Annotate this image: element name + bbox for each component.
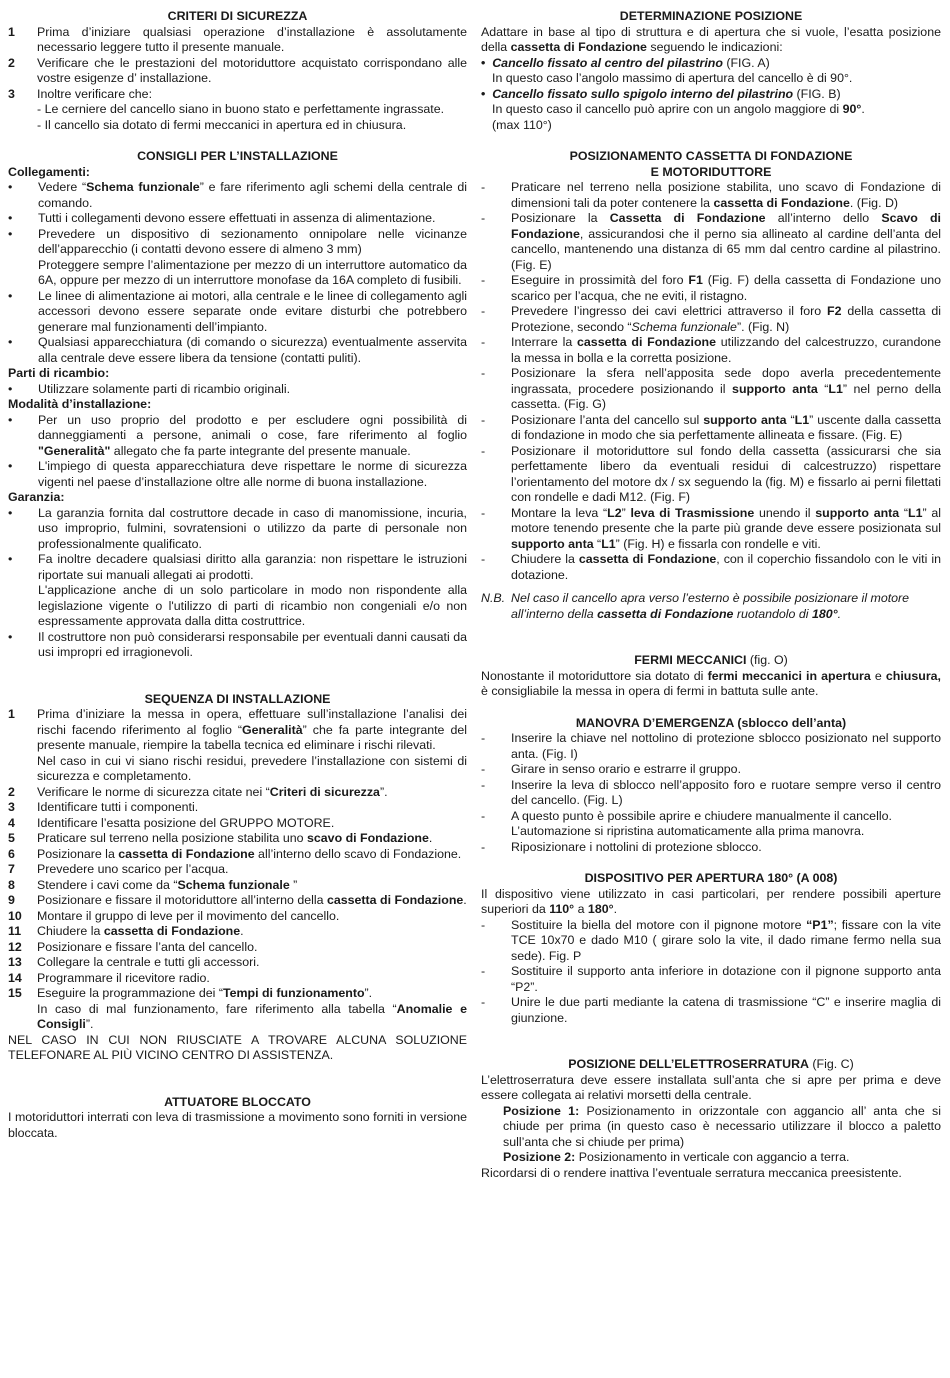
dispositivo-text: Il dispositivo viene utilizzato in casi particolari, per rendere possibili aperture superiori da 110° a 180°. — [481, 886, 941, 916]
dispositivo-step: - Sostituire il supporto anta inferiore in dotazione con il pignone supporto anta “P2”. — [481, 964, 941, 994]
collegamenti-heading: Collegamenti: — [8, 164, 90, 179]
attuatore-title: ATTUATORE BLOCCATO — [164, 1094, 311, 1109]
ricambio-heading: Parti di ricambio: — [8, 366, 110, 380]
modalita-item: • L'impiego di questa apparecchiatura deve rispettare le norme di sicurezza vigenti nel paese d’installazione oltre alle norme di buona installazione. — [8, 459, 467, 489]
sequenza-step-15: 15 Eseguire la programmazione dei “Tempi di funzionamento”. — [8, 986, 373, 1000]
collegamenti-item: • Vedere “Schema funzionale” e fare riferimento agli schemi della centrale di comando. — [8, 180, 468, 210]
posizionamento-note: N.B. Nel caso il cancello apra verso l’esterno è possibile posizionare il motore all’interno della cassetta di Fondazione ruotandolo di 180°. — [481, 591, 910, 621]
consigli-title: CONSIGLI PER L’INSTALLAZIONE — [137, 149, 338, 163]
determinazione-option-b-text: In questo caso il cancello può aprire con un angolo maggiore di 90°. — [492, 102, 865, 116]
collegamenti-item: • Tutti i collegamenti devono essere effettuati in assenza di alimentazione. — [8, 211, 436, 225]
manovra-step: - A questo punto è possibile aprire e chiudere manualmente il cancello. — [481, 808, 892, 823]
elettroserratura-text: L’elettroserratura deve essere installata sull’anta che si apre per prima e deve essere collegata ai relativi morsetti della centrale. — [481, 1072, 941, 1102]
elettroserratura-title: POSIZIONE DELL’ELETTROSERRATURA (Fig. C) — [568, 1057, 854, 1071]
determinazione-option-b-max: (max 110°) — [492, 117, 552, 132]
posizionamento-step: - Posizionare la Cassetta di Fondazione all’interno dello Scavo di Fondazione, assicurandosi che il perno sia allineato al cardine dell’anta del cancello, mantenendo una distanza di 65 mm dal centro cardine al pilastrino. (Fig. E) — [481, 211, 941, 272]
posizionamento-step: - Posizionare l’anta del cancello sul supporto anta “L1” uscente dalla cassetta di fondazione in modo che sia perfettamente allineata e fissare. (Fig. E) — [481, 412, 941, 442]
garanzia-item: • Il costruttore non può considerarsi responsabile per eventuali danni causati da usi impropri ed irragionevoli. — [8, 629, 467, 659]
criteri-sub-1: - Le cerniere del cancello siano in buono stato e perfettamente ingrassate. — [37, 102, 445, 116]
determinazione-option-a-text: In questo caso l’angolo massimo di apertura del cancello è di 90°. — [492, 71, 853, 85]
sequenza-step-12: 12 Posizionare e fissare l’anta del cancello. — [8, 939, 258, 954]
garanzia-item: • La garanzia fornita dal costruttore decade in caso di manomissione, incuria, uso improprio, fulmini, sovratensioni o utilizzo da parte di personale non professionalmente qualificato. — [8, 505, 467, 551]
assistenza-note: NEL CASO IN CUI NON RIUSCIATE A TROVARE ALCUNA SOLUZIONE TELEFONARE AL PIÙ VICINO CENTRO DI ASSISTENZA. — [8, 1032, 467, 1062]
collegamenti-item-cont: Proteggere sempre l’alimentazione per mezzo di un interruttore automatico da 6A, oppure per mezzo di un interruttore monofase da 16A completo di fusibili. — [38, 257, 467, 287]
posizionamento-step: - Eseguire in prossimità del foro F1 (Fig. F) della cassetta di Fondazione uno scarico per l’acqua, che ne eviti, il ristagno. — [481, 273, 942, 303]
criteri-item-1: 1 Prima d’iniziare qualsiasi operazione d’installazione è assolutamente necessario leggere tutto il presente manuale. — [8, 24, 467, 54]
sequenza-title: SEQUENZA DI INSTALLAZIONE — [144, 691, 331, 706]
modalita-item: • Per un uso proprio del prodotto e per escludere ogni possibilità di danneggiamenti a persone, animali o cose, fare riferimento al foglio "Generalità" allegato che fa parte integrante del presente manuale. — [8, 412, 467, 458]
posizionamento-step: - Posizionare la sfera nell’apposita sede dopo averla precedentemente ingrassata, procedere posizionando il supporto anta “L1” nel perno della cassetta. (Fig. G) — [481, 366, 941, 411]
criteri-sub-2: - Il cancello sia dotato di fermi meccanici in apertura ed in chiusura. — [37, 117, 407, 132]
posizionamento-step: - Chiudere la cassetta di Fondazione, con il coperchio fissandolo con le viti in dotazione. — [481, 552, 941, 582]
posizionamento-step: - Interrare la cassetta di Fondazione utilizzando del calcestruzzo, curandone la messa in bolla e la corretta posizione. — [481, 335, 942, 365]
sequenza-step-13: 13 Collegare la centrale e tutti gli accessori. — [8, 955, 260, 969]
sequenza-step-9: 9 Posizionare e fissare il motoriduttore all’interno della cassetta di Fondazione. — [8, 893, 467, 907]
left-column — [8, 9, 467, 1141]
elettroserratura-posizione-2: Posizione 2: Posizionamento in verticale con aggancio a terra. — [503, 1150, 850, 1164]
elettroserratura-posizione-1: Posizione 1: Posizionamento in orizzontale con aggancio all’ anta che si chiude per prima (in questo caso è necessario utilizzare il blocco a paletto sull’anta che si chiude per prima) — [503, 1103, 942, 1149]
criteri-title: CRITERI DI SICUREZZA — [167, 9, 308, 23]
posizionamento-title-line2: E MOTORIDUTTORE — [650, 164, 772, 179]
sequenza-step-3: 3 Identificare tutti i componenti. — [8, 800, 199, 814]
posizionamento-title: POSIZIONAMENTO CASSETTA DI FONDAZIONE — [569, 149, 853, 163]
ricambio-item: • Utilizzare solamente parti di ricambio originali. — [8, 381, 291, 396]
dispositivo-title: DISPOSITIVO PER APERTURA 180° (A 008) — [584, 871, 838, 885]
sequenza-step-11: 11 Chiudere la cassetta di Fondazione. — [8, 924, 244, 938]
manovra-title: MANOVRA D’EMERGENZA (sblocco dell’anta) — [575, 715, 847, 730]
garanzia-item-cont: L'applicazione anche di un solo particolare in modo non rispondente alla legislazione vigente o l'utilizzo di parti di ricambio non congeniali e/o non espressamente approvata dalla ditta costruttrice. — [38, 583, 467, 628]
posizionamento-step: - Montare la leva “L2” leva di Trasmissione unendo il supporto anta “L1” al motore tenendo presente che la parte più grande deve essere posizionata sul supporto anta “L1” (Fig. H) e fissarla con rondelle e viti. — [481, 505, 941, 551]
determinazione-title: DETERMINAZIONE POSIZIONE — [619, 9, 803, 23]
sequenza-step-5: 5 Praticare sul terreno nella posizione stabilita uno scavo di Fondazione. — [8, 831, 433, 845]
sequenza-step-1-cont: Nel caso in cui vi siano rischi residui, prevedere l’installazione con sistemi di sicurezza e completamento. — [37, 753, 467, 783]
sequenza-step-8: 8 Stendere i cavi come da “Schema funzionale ” — [8, 877, 298, 892]
collegamenti-item: • Prevedere un dispositivo di sezionamento onnipolare nelle vicinanze dell’apparecchio (i contatti devono essere di almeno 3 mm) — [8, 226, 467, 256]
elettroserratura-note: Ricordarsi di o rendere inattiva l’eventuale serratura meccanica preesistente. — [481, 1165, 902, 1180]
garanzia-heading: Garanzia: — [8, 490, 65, 504]
manovra-step: - Riposizionare i nottolini di protezione sblocco. — [481, 839, 762, 854]
sequenza-step-7: 7 Prevedere uno scarico per l’acqua. — [8, 862, 229, 876]
posizionamento-step: - Posizionare il motoriduttore sul fondo della cassetta (assicurarsi che sia perfettamente libero da eventuali residui di calcestruzzo) rispettare l’orientamento del motore dx / sx seguendo la (fig. M) e fissarlo ai perni filettati con rondelle e dadi M12. (Fig. F) — [481, 443, 941, 504]
posizionamento-step: - Praticare nel terreno nella posizione stabilita, uno scavo di Fondazione di dimensioni tali da poter contenere la cassetta di Fondazione. (Fig. D) — [481, 180, 941, 210]
sequenza-step-2: 2 Verificare le norme di sicurezza citate nei “Criteri di sicurezza”. — [8, 784, 388, 799]
garanzia-item: • Fa inoltre decadere qualsiasi diritto alla garanzia: non rispettare le istruzioni riportate sui manuali allegati ai prodotti. — [8, 552, 467, 582]
fermi-text: Nonostante il motoriduttore sia dotato di fermi meccanici in apertura e chiusura, è consigliabile la messa in opera di fermi in battuta sulle ante. — [481, 668, 941, 698]
sequenza-step-14: 14 Programmare il ricevitore radio. — [8, 970, 210, 985]
sequenza-step-1: 1 Prima d’iniziare la messa in opera, effettuare sull’installazione l’analisi dei rischi facendo riferimento al foglio “Generalità” che fa parte integrante del presente manuale, riempire la tabella tecnica ed eliminare i rischi rilevati. — [8, 707, 467, 752]
fermi-title: FERMI MECCANICI (fig. O) — [634, 653, 788, 667]
attuatore-text: I motoriduttori interrati con leva di trasmissione a movimento sono forniti in versione bloccata. — [8, 1110, 467, 1140]
criteri-item-2: 2 Verificare che le prestazioni del motoriduttore acquistato corrispondano alle vostre esigenze d’ installazione. — [8, 55, 467, 85]
dispositivo-step: - Unire le due parti mediante la catena di trasmissione “C” e inserire maglia di giunzione. — [481, 995, 941, 1025]
sequenza-step-10: 10 Montare il gruppo di leve per il movimento del cancello. — [8, 908, 340, 923]
determinazione-text: Adattare in base al tipo di struttura e di apertura che si vuole, l’esatta posizione della cassetta di Fondazione seguendo le indicazioni: — [481, 24, 941, 54]
posizionamento-step: - Prevedere l’ingresso dei cavi elettrici attraverso il foro F2 della cassetta di Protezione, secondo “Schema funzionale”. (Fig. N) — [481, 304, 941, 334]
right-column — [481, 9, 941, 1181]
collegamenti-item: • Qualsiasi apparecchiatura (di comando o sicurezza) eventualmente asservita alla centrale deve essere libera da tensione (contatti puliti). — [8, 335, 467, 365]
manovra-step-cont: L’automazione si ripristina automaticamente alla prima manovra. — [511, 824, 865, 838]
sequenza-step-6: 6 Posizionare la cassetta di Fondazione all’interno dello scavo di Fondazione. — [8, 846, 462, 861]
manovra-step: - Inserire la leva di sblocco nell’apposito foro e ruotare sempre verso il centro del cancello. (Fig. L) — [481, 777, 941, 807]
determinazione-option-b: • Cancello fissato sullo spigolo interno del pilastrino (FIG. B) — [481, 86, 841, 101]
manovra-step: - Girare in senso orario e estrarre il gruppo. — [481, 762, 742, 776]
determinazione-option-a: • Cancello fissato al centro del pilastrino (FIG. A) — [481, 55, 770, 70]
criteri-item-3: 3 Inoltre verificare che: — [8, 86, 153, 101]
sequenza-step-4: 4 Identificare l’esatta posizione del GRUPPO MOTORE. — [8, 815, 335, 830]
manovra-step: - Inserire la chiave nel nottolino di protezione sblocco posizionato nel supporto anta. (Fig. I) — [481, 731, 941, 761]
dispositivo-step: - Sostituire la biella del motore con il pignone motore “P1”; fissare con la vite TCE 10x70 e dado M10 ( girare solo la vite, il dado rimane fermo nella sua sede). Fig. P — [481, 917, 941, 963]
modalita-heading: Modalità d’installazione: — [8, 397, 152, 411]
sequenza-step-15-cont: In caso di mal funzionamento, fare riferimento alla tabella “Anomalie e Consigli”. — [37, 1001, 467, 1031]
collegamenti-item: • Le linee di alimentazione ai motori, alla centrale e le linee di collegamento agli accessori devono essere separate onde evitare disturbi che potrebbero generare mal funzionamenti dell’impianto. — [8, 288, 467, 334]
